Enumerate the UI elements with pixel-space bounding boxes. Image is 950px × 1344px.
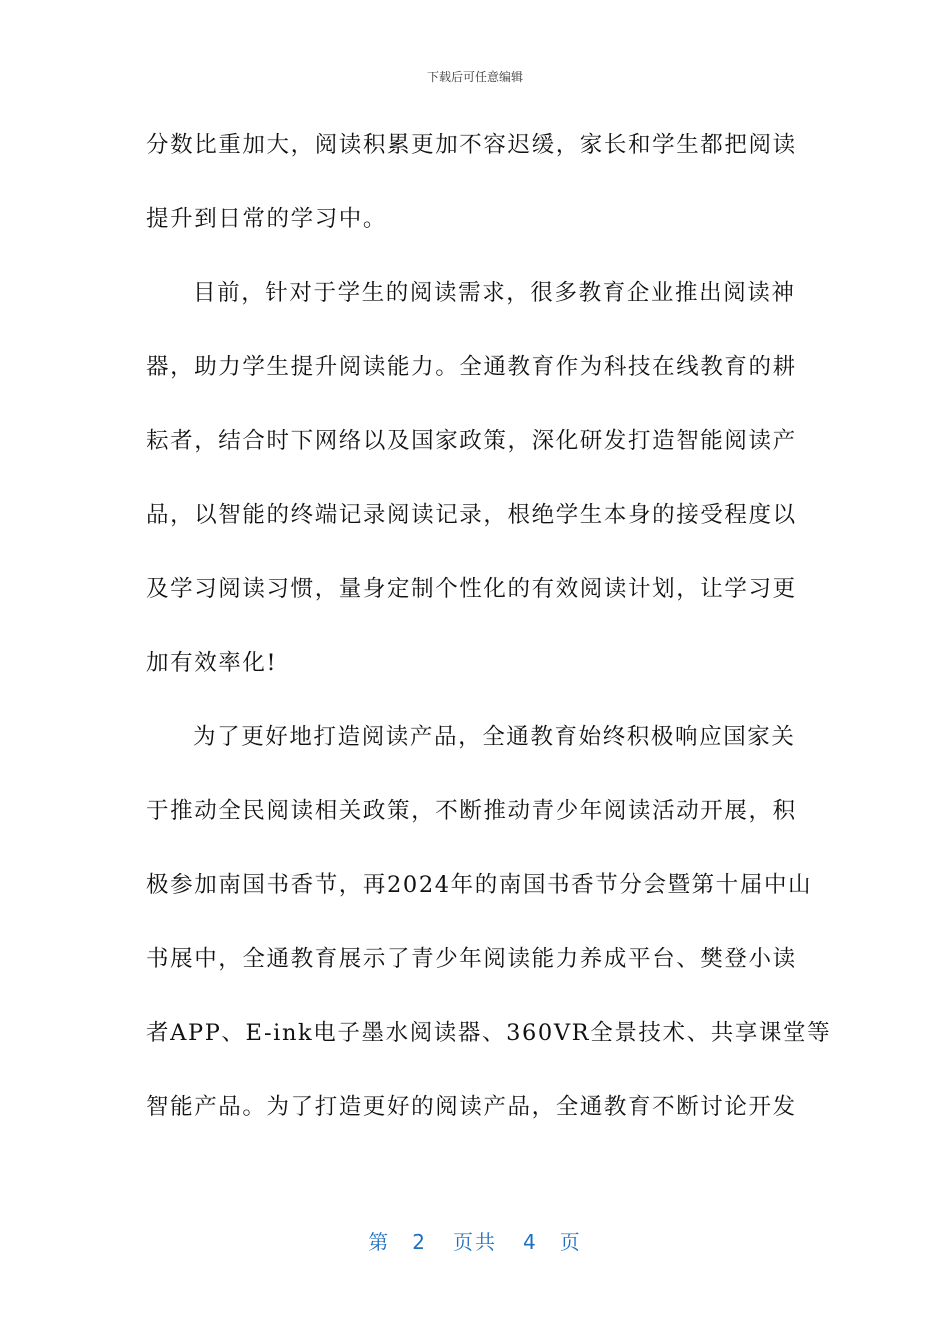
- paragraph-line: 器，助力学生提升阅读能力。全通教育作为科技在线教育的耕: [146, 354, 797, 380]
- paragraph-line: 于推动全民阅读相关政策，不断推动青少年阅读活动开展，积: [146, 798, 797, 824]
- page-number-footer: [0, 1226, 950, 1255]
- paragraph-line: 分数比重加大，阅读积累更加不容迟缓，家长和学生都把阅读: [146, 132, 797, 158]
- paragraph-line: 者APP、E-ink电子墨水阅读器、360VR全景技术、共享课堂等: [146, 1020, 832, 1046]
- paragraph-line: 为了更好地打造阅读产品，全通教育始终积极响应国家关: [193, 724, 796, 750]
- paragraph-line: 目前，针对于学生的阅读需求，很多教育企业推出阅读神: [193, 280, 796, 306]
- footer-prefix: 第: [368, 1230, 391, 1254]
- document-body: [146, 118, 832, 1154]
- paragraph-line: 及学习阅读习惯，量身定制个性化的有效阅读计划，让学习更: [146, 576, 797, 602]
- paragraph-line: 品，以智能的终端记录阅读记录，根绝学生本身的接受程度以: [146, 502, 797, 528]
- current-page-number: 2: [412, 1230, 427, 1254]
- total-pages-number: 4: [523, 1230, 538, 1254]
- paragraph-line: 智能产品。为了打造更好的阅读产品，全通教育不断讨论开发: [146, 1094, 797, 1120]
- footer-suffix: 页: [559, 1230, 582, 1254]
- paragraph-line: 耘者，结合时下网络以及国家政策，深化研发打造智能阅读产: [146, 428, 797, 454]
- paragraph-line: 加有效率化!: [146, 650, 278, 676]
- paragraph-line: 极参加南国书香节，再2024年的南国书香节分会暨第十届中山: [146, 872, 813, 898]
- paragraph-line: 书展中，全通教育展示了青少年阅读能力养成平台、樊登小读: [146, 946, 797, 972]
- footer-middle: 页共: [453, 1230, 497, 1254]
- header-note: 下载后可任意编辑: [426, 70, 523, 84]
- paragraph-line: 提升到日常的学习中。: [146, 206, 388, 232]
